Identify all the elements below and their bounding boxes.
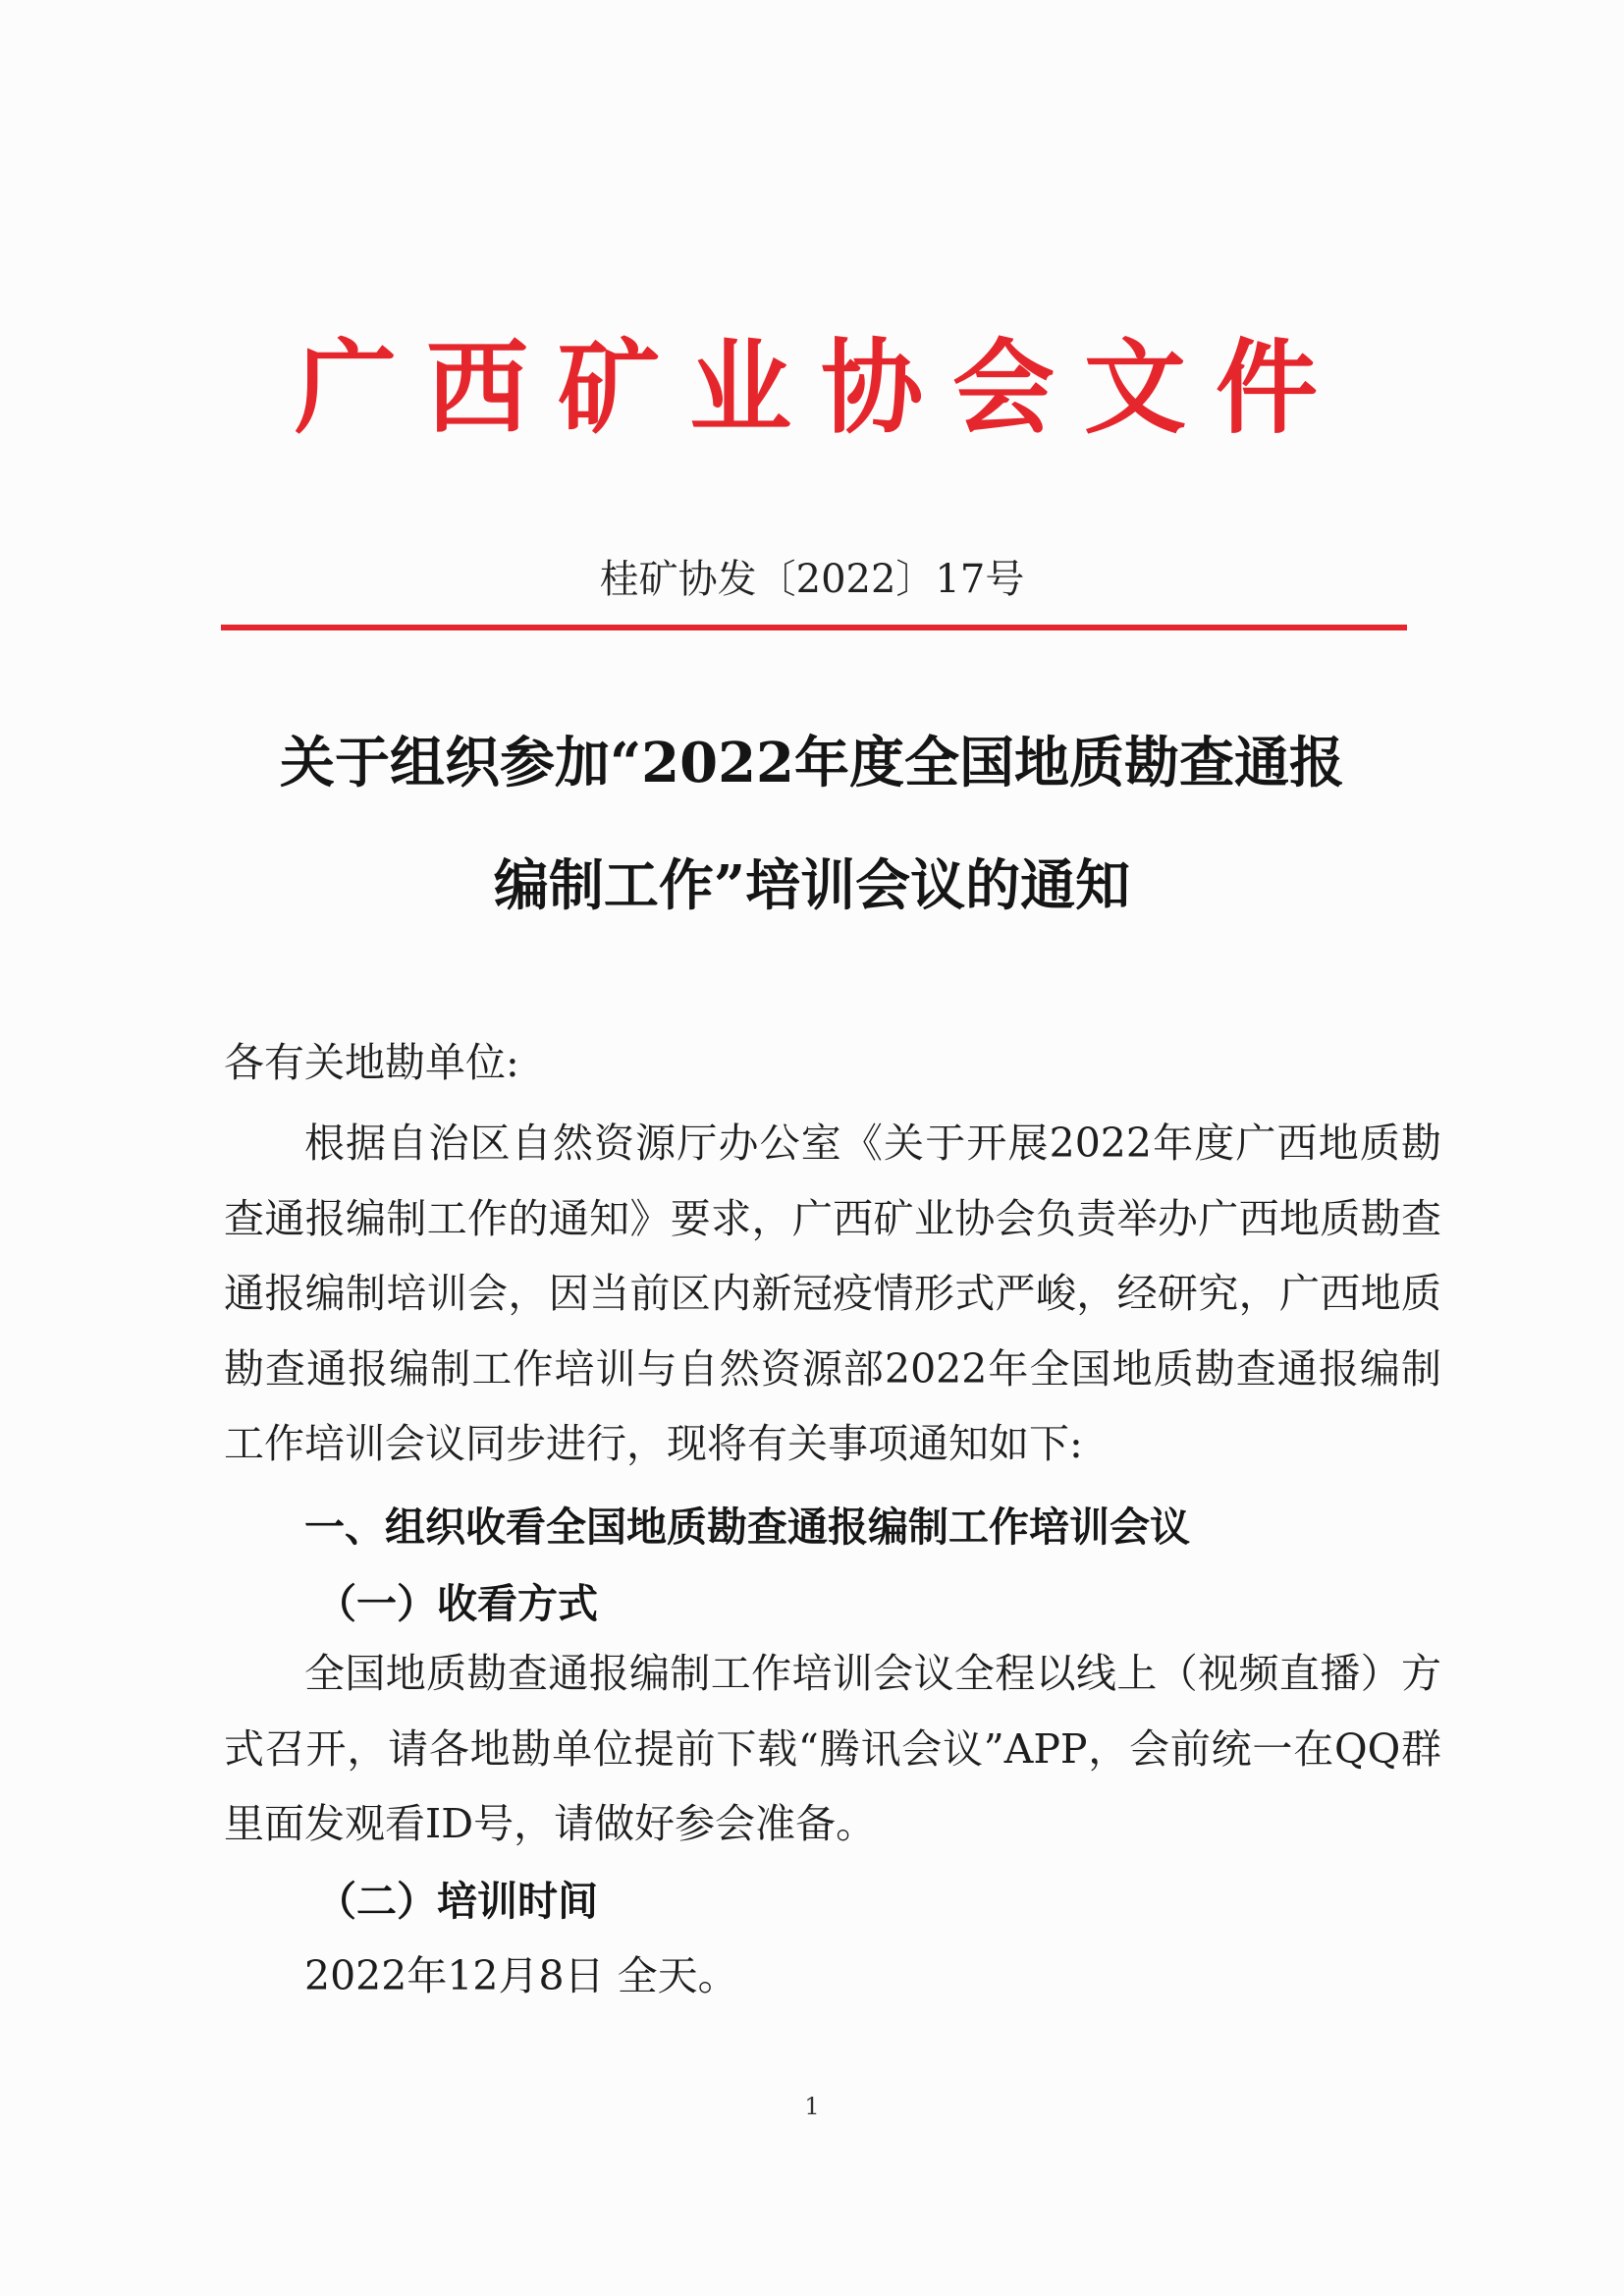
training-date: 2022年12月8日 全天。 [304, 1952, 738, 1999]
section-heading-1: 一、组织收看全国地质勘查通报编制工作培训会议 [304, 1503, 1190, 1551]
subsection-heading-training-time: （二）培训时间 [316, 1878, 598, 1925]
document-number: 桂矿协发〔2022〕17号 [599, 557, 1025, 602]
org-header-title: 广西矿业协会文件 [295, 327, 1348, 448]
paragraph-viewing-method: 全国地质勘查通报编制工作培训会议全程以线上（视频直播）方式召开，请各地勘单位提前下载“腾讯会议”APP，会前统一在QQ群里面发观看ID号，请做好参会准备。 [224, 1650, 1441, 1847]
subsection-heading-viewing-method: （一）收看方式 [316, 1580, 598, 1627]
notice-title-line1: 关于组织参加“2022年度全国地质勘查通报 [279, 731, 1345, 795]
paragraph-intro: 根据自治区自然资源厅办公室《关于开展2022年度广西地质勘查通报编制工作的通知》要求，广西矿业协会负责举办广西地质勘查通报编制培训会，因当前区内新冠疫情形式严峻，经研究，广西地质勘查通报编制工作培训与自然资源部2022年全国地质勘查通报编制工作培训会议同步进行，现将有关事项通知如下: [224, 1120, 1441, 1467]
page-number: 1 [804, 2093, 820, 2120]
salutation: 各有关地勘单位: [224, 1039, 519, 1086]
red-divider [221, 625, 1407, 630]
notice-title-line2: 编制工作”培训会议的通知 [493, 853, 1131, 918]
